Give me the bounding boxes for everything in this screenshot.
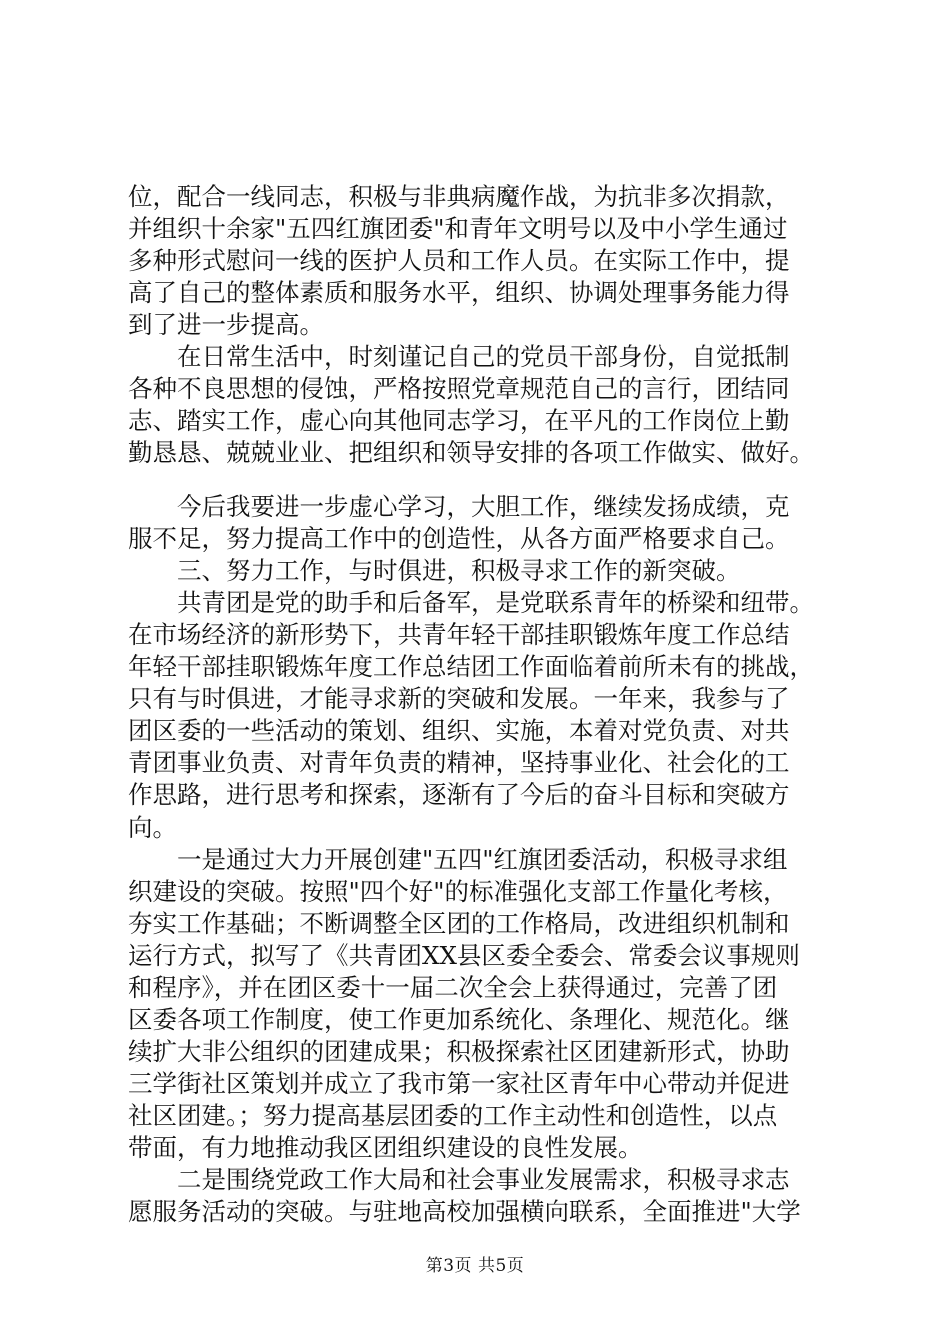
body-text-line: 一是通过大力开展创建"五四"红旗团委活动，积极寻求组 bbox=[128, 844, 788, 874]
body-text-line: 年轻干部挂职锻炼年度工作总结团工作面临着前所未有的挑战， bbox=[128, 652, 814, 682]
body-text-line: 高了自己的整体素质和服务水平，组织、协调处理事务能力得 bbox=[128, 278, 790, 308]
body-text-line: 并组织十余家"五四红旗团委"和青年文明号以及中小学生通过 bbox=[128, 214, 788, 243]
body-text-line: 勤恳恳、兢兢业业、把组织和领导安排的各项工作做实、做好。 bbox=[128, 438, 814, 468]
body-text-line: 三学街社区策划并成立了我市第一家社区青年中心带动并促进 bbox=[128, 1068, 790, 1098]
body-text-line: 服不足，努力提高工作中的创造性，从各方面严格要求自己。 bbox=[128, 524, 790, 554]
body-text-line: 位，配合一线同志，积极与非典病魔作战，为抗非多次捐款， bbox=[128, 182, 790, 211]
body-text-line: 青团事业负责、对青年负责的精神，坚持事业化、社会化的工 bbox=[128, 748, 790, 778]
body-text-line: 多种形式慰问一线的医护人员和工作人员。在实际工作中，提 bbox=[128, 246, 790, 276]
body-text-line: 今后我要进一步虚心学习，大胆工作，继续发扬成绩，克 bbox=[128, 492, 790, 522]
body-text-line: 只有与时俱进，才能寻求新的突破和发展。一年来，我参与了 bbox=[128, 684, 790, 714]
body-text-line: 在日常生活中，时刻谨记自己的党员干部身份，自觉抵制 bbox=[128, 342, 790, 372]
body-text-line: 到了进一步提高。 bbox=[128, 310, 324, 340]
body-text-line: 愿服务活动的突破。与驻地高校加强横向联系，全面推进"大学 bbox=[128, 1197, 801, 1226]
body-text-line: 夯实工作基础；不断调整全区团的工作格局，改进组织机制和 bbox=[128, 908, 790, 938]
body-text-line: 共青团是党的助手和后备军，是党联系青年的桥梁和纽带。 bbox=[128, 588, 814, 618]
body-text-line: 各种不良思想的侵蚀，严格按照党章规范自己的言行，团结同 bbox=[128, 374, 790, 404]
body-text-line: 社区团建。；努力提高基层团委的工作主动性和创造性，以点 bbox=[128, 1100, 778, 1130]
body-text-line: 向。 bbox=[128, 812, 177, 842]
body-text-line: 带面，有力地推动我区团组织建设的良性发展。 bbox=[128, 1132, 643, 1162]
body-text-line: 织建设的突破。按照"四个好"的标准强化支部工作量化考核， bbox=[128, 876, 788, 906]
body-text-line: 作思路，进行思考和探索，逐渐有了今后的奋斗目标和突破方 bbox=[128, 780, 790, 810]
page-footer: 第3页 共5页 bbox=[425, 1256, 525, 1276]
section-heading: 三、努力工作，与时俱进，积极寻求工作的新突破。 bbox=[128, 556, 741, 586]
body-text-line: 团区委的一些活动的策划、组织、实施，本着对党负责、对共 bbox=[128, 716, 790, 746]
body-text-line: 运行方式，拟写了《共青团XX县区委全委会、常委会议事规则 bbox=[128, 940, 800, 970]
body-text-line: 在市场经济的新形势下，共青年轻干部挂职锻炼年度工作总结 bbox=[128, 620, 790, 650]
body-text-line: 和程序》，并在团区委十一届二次全会上获得通过，完善了团 bbox=[128, 972, 778, 1002]
body-text-line: 志、踏实工作，虚心向其他同志学习，在平凡的工作岗位上勤 bbox=[128, 406, 790, 436]
body-text-line: 续扩大非公组织的团建成果；积极探索社区团建新形式，协助 bbox=[128, 1036, 790, 1066]
body-text-line: 二是围绕党政工作大局和社会事业发展需求，积极寻求志 bbox=[128, 1165, 790, 1194]
body-text-line: 区委各项工作制度，使工作更加系统化、条理化、规范化。继 bbox=[128, 1004, 790, 1034]
